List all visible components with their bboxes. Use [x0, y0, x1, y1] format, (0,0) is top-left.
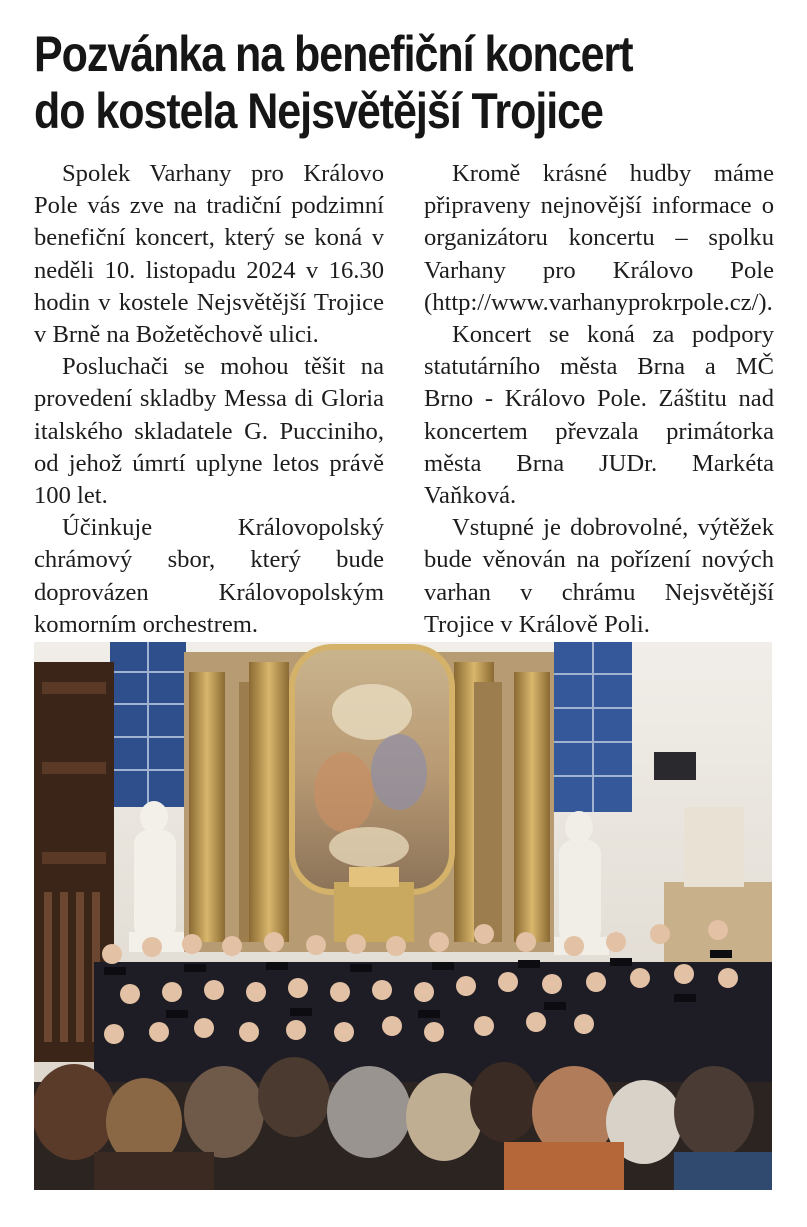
paragraph: Posluchači se mohou těšit na provedení skladby Messa di Gloria italského skladatele G. Pucciniho, od jehož úmrtí uplyne letos právě 100 let.	[34, 353, 384, 510]
paragraph: Vstupné je dobrovolné, výtěžek bude věnován na pořízení nových varhan v chrámu Nejsvětější Trojice v Králově Poli.	[424, 514, 774, 638]
concert-photo	[34, 642, 772, 1190]
church-choir-illustration	[34, 642, 772, 1190]
headline-line-1: Pozvánka na benefiční koncert	[34, 26, 633, 82]
window-right	[554, 642, 632, 812]
paragraph: Kromě krásné hudby máme připraveny nejnovější informace o organizátoru koncertu – spolku Varhany pro Královo Pole (http://www.varhanyprokrpole.cz/).	[424, 160, 774, 316]
paragraph: Účinkuje Královopolský chrámový sbor, který bude doprovázen Královopolským komorním orchestrem.	[34, 514, 384, 638]
window-left	[110, 642, 186, 807]
headline-line-2: do kostela Nejsvětější Trojice	[34, 83, 603, 139]
left-column	[34, 158, 384, 641]
article-headline	[34, 26, 688, 140]
paragraph: Spolek Varhany pro Královo Pole vás zve na tradiční podzimní benefiční koncert, který se koná v neděli 10. listopadu 2024 v 16.30 hodin v kostele Nejsvětější Trojice v Brně na Božetěchově ulici.	[34, 160, 384, 349]
paragraph: Koncert se koná za podpory statutárního města Brna a MČ Brno - Královo Pole. Záštitu nad koncertem převzala primátorka města Brna JUDr. Markéta Vaňková.	[424, 321, 774, 510]
altar	[184, 647, 554, 952]
right-column	[424, 158, 774, 641]
